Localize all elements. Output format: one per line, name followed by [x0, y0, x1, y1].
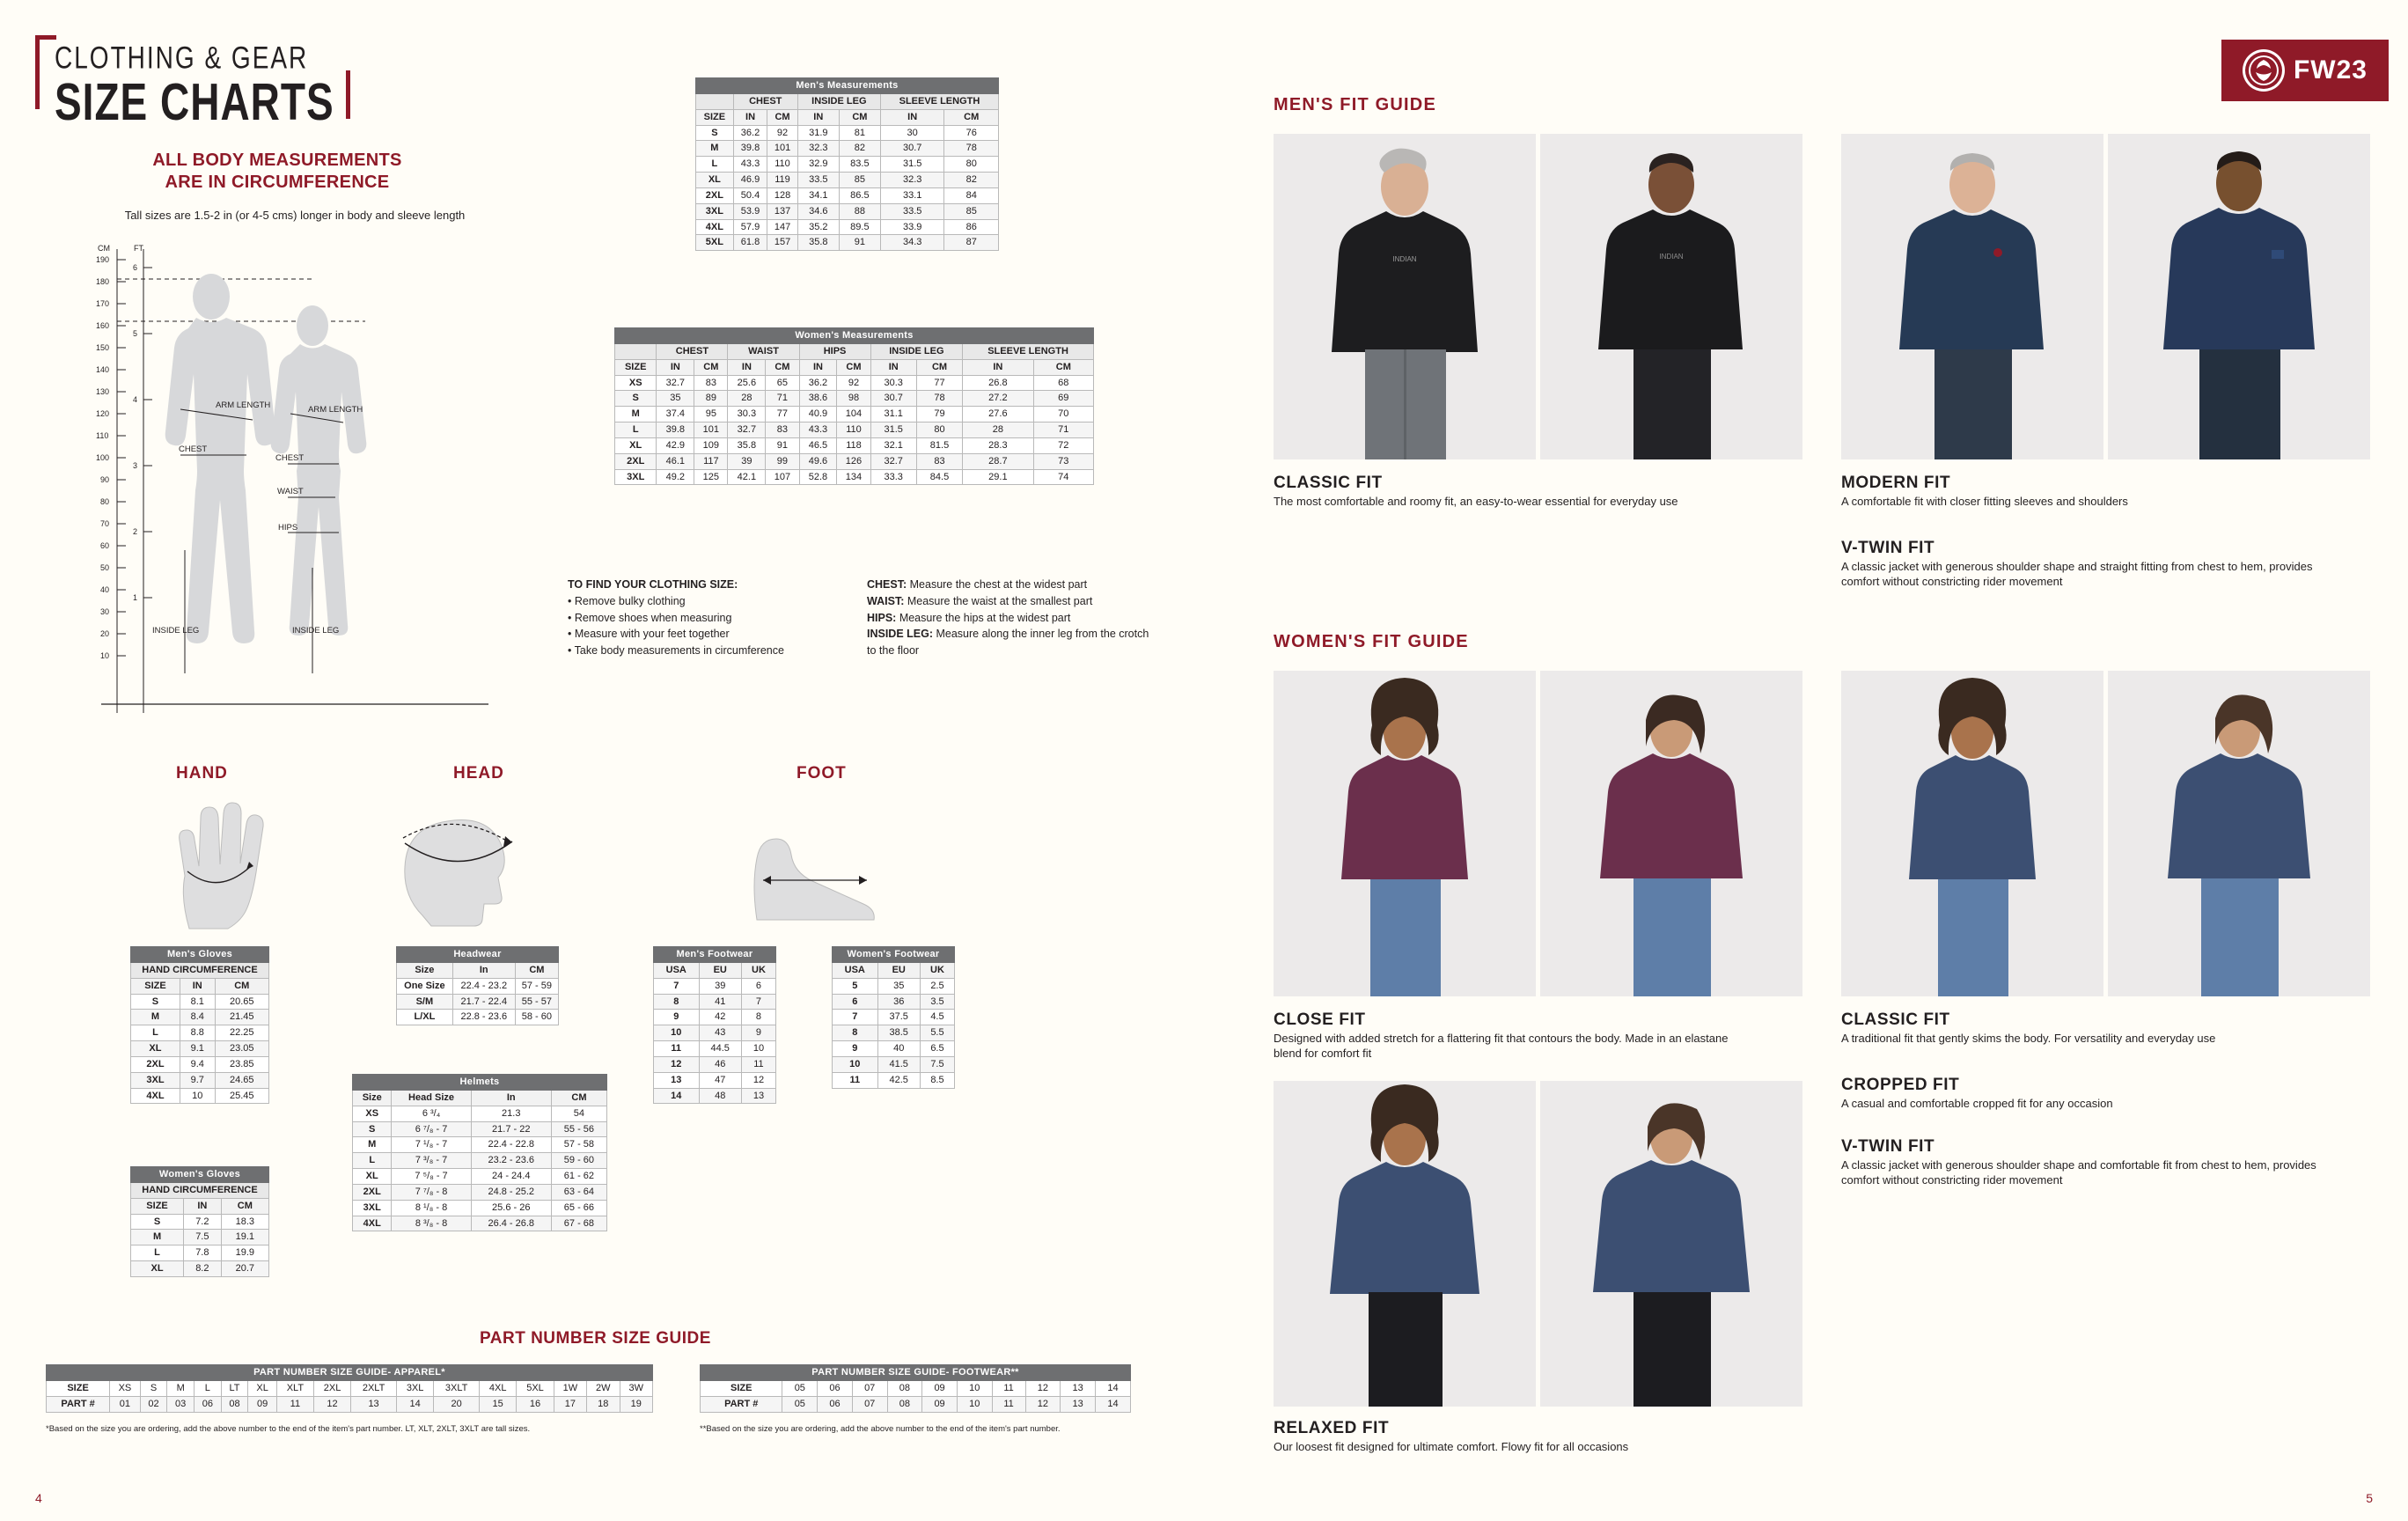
table-row: XL 9.1 23.05 — [131, 1041, 269, 1057]
foot-illustration — [717, 788, 911, 937]
measurement-definition: CHEST: Measure the chest at the widest part — [867, 578, 1088, 591]
find-size-heading: TO FIND YOUR CLOTHING SIZE: — [568, 578, 738, 591]
table-row: 10 41.5 7.5 — [833, 1056, 955, 1072]
table-row: L 7 ³/₈ - 7 23.2 - 23.6 59 - 60 — [353, 1153, 607, 1169]
find-size-bullet: • Remove shoes when measuring — [568, 611, 732, 624]
table-row: XL 42.9 109 35.8 91 46.5 118 32.1 81.5 28.3 72 — [615, 437, 1094, 453]
table-row: 4XL 8 ³/₈ - 8 26.4 - 26.8 67 - 68 — [353, 1216, 607, 1231]
svg-text:10: 10 — [100, 651, 110, 660]
table-row: M 8.4 21.45 — [131, 1010, 269, 1025]
table-row: S 8.1 20.65 — [131, 994, 269, 1010]
find-size-bullets — [568, 593, 814, 659]
table-row: L 39.8 101 32.7 83 43.3 110 31.5 80 28 71 — [615, 422, 1094, 438]
mens-fit-1-name: CLASSIC FIT — [1274, 474, 1383, 492]
svg-text:150: 150 — [96, 343, 110, 352]
body-figure-illustration — [48, 233, 506, 744]
table-title: Women's Measurements — [615, 328, 1094, 344]
table-row: XS 6 ³/₄ 21.3 54 — [353, 1106, 607, 1121]
table-title: PART NUMBER SIZE GUIDE- APPAREL* — [47, 1365, 653, 1381]
part-number-apparel-table — [46, 1364, 653, 1413]
table-row: S/M 21.7 - 22.4 55 - 57 — [397, 994, 559, 1010]
svg-text:90: 90 — [100, 475, 110, 484]
svg-text:40: 40 — [100, 585, 110, 594]
mens-classic-fit-photo — [1274, 134, 1536, 459]
womens-fit-4-desc: A casual and comfortable cropped fit for any occasion — [1841, 1097, 2113, 1110]
title-line-2: SIZE CHARTS — [55, 71, 334, 131]
svg-text:60: 60 — [100, 541, 110, 550]
womens-fit-3-desc: Our loosest fit designed for ultimate comfort. Flowy fit for all occasions — [1274, 1440, 1629, 1453]
body-measurement-figure — [48, 233, 506, 744]
table-row: XL 8.2 20.7 — [131, 1261, 269, 1277]
table-row: 8 38.5 5.5 — [833, 1025, 955, 1041]
badge-text: FW23 — [2293, 55, 2368, 84]
svg-text:INSIDE LEG: INSIDE LEG — [152, 626, 200, 636]
measurement-definition: WAIST: Measure the waist at the smallest part — [867, 594, 1093, 607]
svg-text:6: 6 — [133, 263, 138, 272]
table-row: 5 35 2.5 — [833, 978, 955, 994]
table-row: 2XL 9.4 23.85 — [131, 1056, 269, 1072]
table-row: 4XL 10 25.45 — [131, 1088, 269, 1104]
table-title: Headwear — [397, 947, 559, 963]
foot-section-label: FOOT — [797, 764, 847, 783]
table-title: PART NUMBER SIZE GUIDE- FOOTWEAR** — [701, 1365, 1131, 1381]
svg-text:INSIDE LEG: INSIDE LEG — [292, 626, 340, 636]
table-row: 14 48 13 — [654, 1088, 776, 1104]
table-row: 13 47 12 — [654, 1072, 776, 1088]
find-size-bullet: • Take body measurements in circumference — [568, 644, 784, 657]
all-body-line-1: ALL BODY MEASUREMENTS — [152, 151, 402, 170]
apparel-footnote: *Based on the size you are ordering, add the above number to the end of the item's part number. LT, XLT, 2XLT, 3XLT are tall sizes. — [46, 1424, 531, 1434]
measurement-definition: HIPS: Measure the hips at the widest part — [867, 611, 1071, 624]
find-size-bullet: • Remove bulky clothing — [568, 594, 686, 607]
svg-text:170: 170 — [96, 299, 110, 308]
title-rule-vertical — [35, 35, 40, 109]
svg-text:30: 30 — [100, 607, 110, 616]
table-row: 5XL 61.8 157 35.8 91 34.3 87 — [696, 235, 999, 251]
table-row: XL 46.9 119 33.5 85 32.3 82 — [696, 173, 999, 188]
womens-close-fit-photo-2 — [1540, 671, 1802, 996]
svg-text:CHEST: CHEST — [179, 445, 208, 454]
mens-fit-guide-title: MEN'S FIT GUIDE — [1274, 95, 1436, 114]
svg-text:WAIST: WAIST — [277, 487, 304, 496]
svg-text:CHEST: CHEST — [275, 453, 305, 463]
womens-fit-1-desc: Designed with added stretch for a flattering fit that contours the body. Made in an elastane blend for comfort fit — [1274, 1032, 1729, 1060]
right-page — [1225, 0, 2408, 1521]
svg-text:4: 4 — [133, 395, 138, 404]
page-title — [35, 35, 361, 131]
find-your-size-instructions — [568, 577, 814, 659]
svg-text:70: 70 — [100, 519, 110, 528]
table-row: S 7.2 18.3 — [131, 1214, 269, 1230]
table-row: L/XL 22.8 - 23.6 58 - 60 — [397, 1010, 559, 1025]
table-row: S 35 89 28 71 38.6 98 30.7 78 27.2 69 — [615, 391, 1094, 407]
table-title: Men's Gloves — [131, 947, 269, 963]
table-row: M 37.4 95 30.3 77 40.9 104 31.1 79 27.6 70 — [615, 407, 1094, 422]
womens-footwear-table: Women's Footwear USA EU UK 5 35 2.5 6 36 3.5 7 37.5 4.5 8 38.5 5.5 9 40 6.5 10 41.5 7.5 11 42.5 8.5 — [832, 946, 955, 1089]
all-body-line-2: ARE IN CIRCUMFERENCE — [165, 173, 390, 192]
head-section-label: HEAD — [453, 764, 504, 783]
hand-illustration — [136, 788, 312, 937]
svg-text:190: 190 — [96, 255, 110, 264]
mens-fit-3-name: V-TWIN FIT — [1841, 539, 1935, 557]
page-number-right: 5 — [2366, 1491, 2373, 1505]
head-illustration — [370, 783, 572, 937]
svg-text:110: 110 — [96, 431, 109, 440]
mens-modern-fit-photo — [1540, 134, 1802, 459]
table-row: One Size 22.4 - 23.2 57 - 59 — [397, 978, 559, 994]
season-badge — [2221, 40, 2389, 101]
svg-text:INDIAN: INDIAN — [1392, 255, 1417, 263]
table-row: PART # 05 06 07 08 09 10 11 12 13 14 — [701, 1396, 1131, 1412]
womens-classic-fit-photo — [1841, 671, 2103, 996]
headwear-table: Headwear Size In CM One Size 22.4 - 23.2 57 - 59 S/M 21.7 - 22.4 55 - 57 L/XL 22.8 - 23.6 58 - 60 — [396, 946, 559, 1025]
page-number-left: 4 — [35, 1491, 42, 1505]
table-row: 10 43 9 — [654, 1025, 776, 1041]
womens-fit-2-desc: A traditional fit that gently skims the body. For versatility and everyday use — [1841, 1032, 2216, 1045]
svg-text:CM: CM — [98, 244, 110, 253]
womens-fit-3-name: RELAXED FIT — [1274, 1419, 1390, 1437]
table-row: S 6 ⁷/₈ - 7 21.7 - 22 55 - 56 — [353, 1121, 607, 1137]
svg-text:3: 3 — [133, 461, 138, 470]
table-row: XS 32.7 83 25.6 65 36.2 92 30.3 77 26.8 68 — [615, 375, 1094, 391]
table-title: Women's Footwear — [833, 947, 955, 963]
mens-fit-3-desc: A classic jacket with generous shoulder shape and straight fitting from chest to hem, provides comfort without constricting rider movement — [1841, 560, 2313, 588]
table-row: 3XL 8 ¹/₈ - 8 25.6 - 26 65 - 66 — [353, 1200, 607, 1216]
svg-text:ARM LENGTH: ARM LENGTH — [216, 400, 271, 410]
svg-text:100: 100 — [96, 453, 110, 462]
table-row: 2XL 7 ⁷/₈ - 8 24.8 - 25.2 63 - 64 — [353, 1184, 607, 1200]
mens-fit-2-desc: A comfortable fit with closer fitting sleeves and shoulders — [1841, 495, 2128, 508]
womens-classic-fit-photo-2 — [2108, 671, 2370, 996]
womens-fit-5-name: V-TWIN FIT — [1841, 1137, 1935, 1156]
title-rule-right — [346, 70, 350, 119]
table-row: 8 41 7 — [654, 994, 776, 1010]
mens-v-twin-fit-photo — [2108, 134, 2370, 459]
part-number-section-title: PART NUMBER SIZE GUIDE — [480, 1329, 711, 1348]
table-title: Women's Gloves — [131, 1167, 269, 1183]
womens-measurements-table: Women's Measurements CHEST WAIST HIPS INSIDE LEG SLEEVE LENGTH SIZE IN CM IN CM IN CM IN CM IN CM XS 32.7 83 25.6 65 36.2 92 30.3 77 26.8 68 S 35 89 28 71 38.6 98 30.7 78 27.2 69 M 37.4 95 30.3 77 40.9 104 31.1 79 27.6 70 L 39.8 101 32.7 83 43.3 110 31.5 80 28 71 XL 42.9 109 35.8 91 46.5 118 32.1 81.5 28.3 72 2XL 46.1 117 39 99 49.6 126 32.7 83 28.7 73 3XL 49.2 125 42.1 107 52.8 134 33.3 84.5 29.1 74 — [614, 327, 1094, 485]
table-row: 3XL 49.2 125 42.1 107 52.8 134 33.3 84.5 29.1 74 — [615, 469, 1094, 485]
table-row: 9 42 8 — [654, 1010, 776, 1025]
table-row: M 39.8 101 32.3 82 30.7 78 — [696, 141, 999, 157]
mens-measurements-table: Men's Measurements CHEST INSIDE LEG SLEEVE LENGTH SIZE IN CM IN CM IN CM S 36.2 92 31.9 81 30 76 M 39.8 101 32.3 82 30.7 78 L 43.3 110 32.9 83.5 31.5 80 XL 46.9 119 33.5 85 32.3 82 2XL 50.4 128 34.1 86.5 33.1 84 3XL 53.9 137 34.6 88 33.5 85 4XL 57.9 147 35.2 89.5 33.9 86 5XL 61.8 157 35.8 91 34.3 87 — [695, 77, 999, 251]
svg-text:20: 20 — [100, 629, 110, 638]
table-row: 3XL 53.9 137 34.6 88 33.5 85 — [696, 203, 999, 219]
table-row: L 43.3 110 32.9 83.5 31.5 80 — [696, 157, 999, 173]
part-number-footwear-table — [700, 1364, 1131, 1413]
svg-text:INDIAN: INDIAN — [1659, 253, 1684, 261]
svg-text:50: 50 — [100, 563, 110, 572]
mens-fit-2-name: MODERN FIT — [1841, 474, 1951, 492]
mens-gloves-table: Men's Gloves HAND CIRCUMFERENCE SIZE IN CM S 8.1 20.65 M 8.4 21.45 L 8.8 22.25 XL 9.1 23.05 2XL 9.4 23.85 3XL 9.7 24.65 4XL 10 25.45 — [130, 946, 269, 1104]
table-row: L 7.8 19.9 — [131, 1245, 269, 1261]
mens-footwear-table: Men's Footwear USA EU UK 7 39 6 8 41 7 9 42 8 10 43 9 11 44.5 10 12 46 11 13 47 12 14 48 13 — [653, 946, 776, 1104]
measurement-definition: INSIDE LEG: Measure along the inner leg from the crotch to the floor — [867, 628, 1149, 657]
table-row: SIZE XS S M L LT XL XLT 2XL 2XLT 3XL 3XLT 4XL 5XL 1W 2W 3W — [47, 1380, 653, 1396]
svg-text:ARM LENGTH: ARM LENGTH — [308, 405, 363, 415]
table-row: S 36.2 92 31.9 81 30 76 — [696, 125, 999, 141]
all-body-measurements-heading — [88, 150, 466, 194]
svg-text:2: 2 — [133, 527, 138, 536]
svg-text:FT: FT — [134, 244, 143, 253]
helmets-table: Helmets Size Head Size In CM XS 6 ³/₄ 21.3 54 S 6 ⁷/₈ - 7 21.7 - 22 55 - 56 M 7 ¹/₈ - 7 22.4 - 22.8 57 - 58 L 7 ³/₈ - 7 23.2 - 23.6 59 - 60 XL 7 ⁵/₈ - 7 24 - 24.4 61 - 62 2XL 7 ⁷/₈ - 8 24.8 - 25.2 63 - 64 3XL 8 ¹/₈ - 8 25.6 - 26 65 - 66 4XL 8 ³/₈ - 8 26.4 - 26.8 67 - 68 — [352, 1074, 607, 1231]
svg-text:160: 160 — [96, 321, 110, 330]
svg-text:130: 130 — [96, 387, 110, 396]
title-line-1: CLOTHING & GEAR — [55, 40, 309, 75]
womens-fit-1-name: CLOSE FIT — [1274, 1010, 1366, 1029]
table-title: Men's Measurements — [696, 78, 999, 94]
svg-text:140: 140 — [96, 365, 110, 374]
table-row: 11 42.5 8.5 — [833, 1072, 955, 1088]
table-row: L 8.8 22.25 — [131, 1025, 269, 1041]
table-row: 7 39 6 — [654, 978, 776, 994]
hand-section-label: HAND — [176, 764, 228, 783]
footwear-footnote: **Based on the size you are ordering, add the above number to the end of the item's part number. — [700, 1424, 1061, 1434]
table-row: 4XL 57.9 147 35.2 89.5 33.9 86 — [696, 219, 999, 235]
table-row: 7 37.5 4.5 — [833, 1010, 955, 1025]
table-row: 2XL 50.4 128 34.1 86.5 33.1 84 — [696, 187, 999, 203]
table-row: 2XL 46.1 117 39 99 49.6 126 32.7 83 28.7 73 — [615, 453, 1094, 469]
table-row: 6 36 3.5 — [833, 994, 955, 1010]
indian-motorcycle-roundel-icon — [2243, 49, 2285, 92]
womens-gloves-table: Women's Gloves HAND CIRCUMFERENCE SIZE IN CM S 7.2 18.3 M 7.5 19.1 L 7.8 19.9 XL 8.2 20.7 — [130, 1166, 269, 1277]
table-row: 9 40 6.5 — [833, 1041, 955, 1057]
title-rule-horizontal — [35, 35, 56, 40]
svg-text:5: 5 — [133, 329, 138, 338]
womens-relaxed-fit-photo-2 — [1540, 1081, 1802, 1407]
table-row: SIZE 05 06 07 08 09 10 11 12 13 14 — [701, 1380, 1131, 1396]
table-row: 3XL 9.7 24.65 — [131, 1072, 269, 1088]
womens-close-fit-photo — [1274, 671, 1536, 996]
table-row: 12 46 11 — [654, 1056, 776, 1072]
measurement-definitions — [867, 577, 1157, 659]
womens-fit-guide-title: WOMEN'S FIT GUIDE — [1274, 632, 1469, 651]
svg-text:1: 1 — [133, 593, 138, 602]
womens-fit-5-desc: A classic jacket with generous shoulder shape and comfortable fit from chest to hem, provides comfort without constricting rider movement — [1841, 1158, 2316, 1187]
svg-text:HIPS: HIPS — [278, 523, 298, 533]
womens-relaxed-fit-photo — [1274, 1081, 1536, 1407]
table-row: M 7 ¹/₈ - 7 22.4 - 22.8 57 - 58 — [353, 1137, 607, 1153]
table-row: 11 44.5 10 — [654, 1041, 776, 1057]
table-row: XL 7 ⁵/₈ - 7 24 - 24.4 61 - 62 — [353, 1169, 607, 1185]
womens-fit-2-name: CLASSIC FIT — [1841, 1010, 1950, 1029]
svg-text:80: 80 — [100, 497, 110, 506]
mens-modern-fit-photo-2 — [1841, 134, 2103, 459]
svg-text:180: 180 — [96, 277, 110, 286]
table-title: Men's Footwear — [654, 947, 776, 963]
womens-fit-4-name: CROPPED FIT — [1841, 1076, 1960, 1094]
table-row: M 7.5 19.1 — [131, 1230, 269, 1245]
table-row: PART # 01 02 03 06 08 09 11 12 13 14 20 15 16 17 18 19 — [47, 1396, 653, 1412]
table-title: Helmets — [353, 1075, 607, 1091]
find-size-bullet: • Measure with your feet together — [568, 628, 730, 641]
mens-fit-1-desc: The most comfortable and roomy fit, an easy-to-wear essential for everyday use — [1274, 495, 1678, 508]
tall-sizes-note: Tall sizes are 1.5-2 in (or 4-5 cms) longer in body and sleeve length — [124, 209, 466, 222]
svg-text:120: 120 — [96, 409, 110, 418]
